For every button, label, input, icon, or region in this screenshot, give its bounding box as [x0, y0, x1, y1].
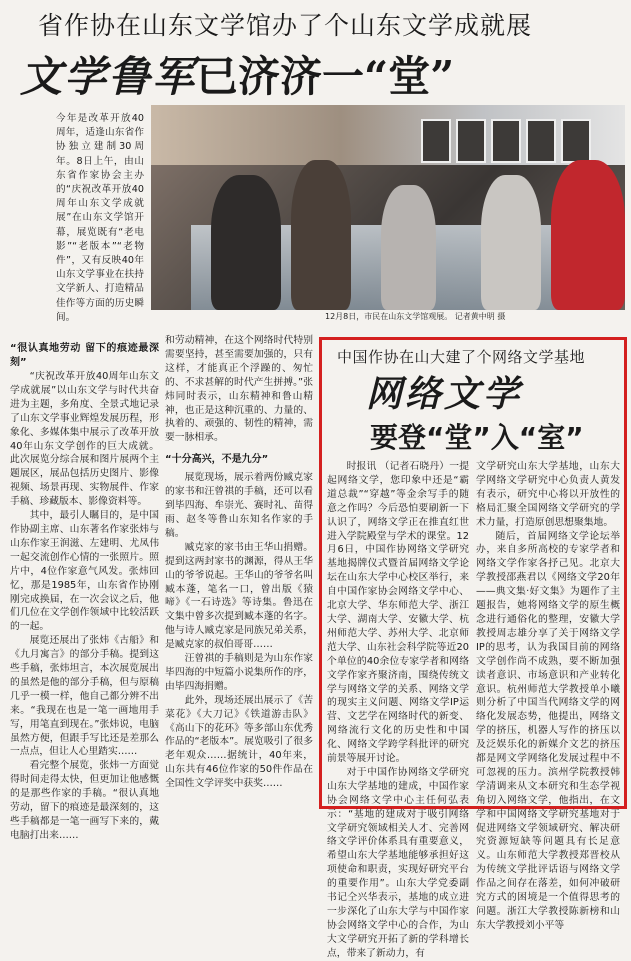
headline-rest: 已济济一“堂” [196, 52, 455, 101]
kicker-title: 省作协在山东文学馆办了个山东文学成就展 [38, 11, 533, 40]
photo-person [291, 160, 351, 310]
paragraph: 看完整个展览，张炜一方面觉得时间走得太快，但更加让他感慨的是那些作家的手稿。“很认真地劳动，留下的痕迹是最深刻的，这些手稿都是一笔一画写下来的，戴电脑打出来…… [10, 760, 159, 841]
photo-portrait [421, 119, 451, 163]
paragraph: 其中，最引人瞩目的，是中国作协副主席、山东著名作家张炜与山东作家王润滋、左建明、尤凤伟一起交流创作心情的一张照片。照片中，4位作家意气风发。张炜回忆，那是1985年，山东省作协刚刚完成换届，在一次会议之后，他们几位在文学创作领域中比较活跃的一起。 [10, 510, 159, 633]
box-title-line2: 要登“堂”入“室” [370, 421, 584, 454]
photo-person [381, 185, 436, 310]
box-kicker: 中国作协在山大建了个网络文学基地 [337, 348, 586, 366]
photo-portrait [526, 119, 556, 163]
section-subhead: “很认真地劳动 留下的痕迹最深刻” [10, 343, 159, 368]
photo-caption: 12月8日，市民在山东文学馆观展。 记者黄中明 摄 [325, 312, 506, 321]
photo-portrait [456, 119, 486, 163]
paragraph: 臧克家的家书由王华山捐赠。提到这两封家书的渊源，得从王华山的爷爷说起。王华山的爷爷名叫臧本蓬，笔名一口，曾出版《猿啼》《一石诗选》等诗集。鲁迅在文集中曾多次提到臧本蓬的名字。他与诗人臧克家是同族兄弟关系，是臧克家的叔伯哥哥…… [165, 541, 313, 651]
headline [20, 44, 454, 104]
photo-person [551, 160, 625, 310]
photo-portrait [491, 119, 521, 163]
photo-person [211, 175, 281, 310]
paragraph: 汪曾祺的手稿则是为山东作家毕四海的中短篇小说集所作的序，由毕四海捐赠。 [165, 653, 313, 692]
paragraph: 此外，现场还展出展示了《苦菜花》《大刀记》《铁道游击队》《高山下的花环》等多部山东优秀作品的“老版本”。展览吸引了很多老年观众……据统计，40年来，山东共有46位作家的50件作品在全国性文学评奖中获奖…… [165, 694, 313, 790]
box-title-line1: 网络文学 [366, 373, 523, 415]
paragraph: 时报讯 （记者石晓丹）一提起网络文学，您印象中还是“霸道总裁”“穿越”等金余写手的随意之作吗？今后恐怕要刷新一下认识了，网络文学正在推直红世进入学院殿堂与学术的课堂。12月6日，中国作协网络文学研究基地揭牌仪式暨首届网络文学论坛在山东大学中心校区举行，来自中国作家协会网络文学中心、北京大学、华东师范大学、浙江大学、湖南大学、安徽大学、杭州师范大学、苏州大学、北京师范大学、山东社会科学院等近20个单位的40余位专家学者和网络文学作家齐聚济南，围绕传统文学与网络文学的关系、网络文学的现实主义问题、网络文学IP运营、文艺学在网络时代的新变、网络流行文化的历史性和中国化、网络文学跨学科批评的研究前景等展开讨论。 [327, 461, 469, 765]
intro-paragraph: 今年是改革开放40周年，适逢山东省作协独立建制30周年。8日上午，由山东省作家协会主办的“庆祝改革开放40周年山东文学成就展”在山东文学馆开幕，展览既有“老电影”“老版本”“老物件”，又有反映40年山东文学事业在扶持文学新人、打造精品佳作等方面的历史瞬间。 [56, 113, 144, 323]
paragraph: 展览还展出了张炜《古船》和《九月寓言》的部分手稿。提到这些手稿，张炜坦言，本次展览展出的虽然是他的部分手稿，但与原稿几乎一模一样，他自己都分辨不出来。“我现在也是一笔一画地用手写，用笔直到现在。”张炜说，电脑虽然方便，但跟手写比还是差那么一点点，但让人心里踏实…… [10, 635, 159, 758]
paragraph: “庆祝改革开放40周年山东文学成就展”以山东文学与时代共奋进为主题，多角度、全景式地记录了山东文学事业辉煌发展历程，形象化、多媒体集中展示了改革开放40年山东文学创作的巨大成就。此次展览分综合展和图片展两个主题展区，展品包括历史图片、影像视频、场景再现、实物展件、作家手稿、珍藏版本、影像资料等。 [10, 371, 159, 508]
box-column-2 [476, 460, 620, 931]
article-column-1 [10, 342, 159, 841]
paragraph: 展览现场，展示着两份臧克家的家书和汪曾祺的手稿，还可以看到毕四海、牟崇光、赛时礼、苗得雨、赵冬等鲁山东知名作家的手稿。 [165, 472, 313, 539]
photo-person [481, 175, 541, 310]
paragraph: 对于中国作协网络文学研究山东大学基地的建成，中国作家协会网络文学中心主任何弘表示：“基地的建成对于吸引网络文学研究领域相关人才、完善网络文学评价体系具有重要意义，希望山东大学基地能够承担好这项使命和职责，实现好研究平台的重要作用”。山东大学党委副书记仝兴华表示，基地的成立进一步深化了山东大学与中国作家协会网络文学中心的合作，为山大文学研究开拓了新的学科增长点，带来了新动力，有 [327, 766, 469, 959]
headline-script: 文学鲁军 [20, 52, 197, 101]
photo-portrait [561, 119, 591, 163]
paragraph: 随后，首届网络文学论坛举办，来自多所高校的专家学者和网络文学作家各抒己见。北京大学教授邵燕君以《网络文学20年——典文集·好文集》为题作了主题报告，她将网络文学的原生概念进行通俗化的整理，安徽大学教授周志雄分享了关于网络文学IP的思考，认为我国目前的网络文学创作尚不成熟，要不断加强读者意识、市场意识和产业转化意识。杭州师范大学教授单小曦则分析了中国当代网络文学的网络化发展态势，他提出，网络文学的挤压，机器人写作的挤压以及泛娱乐化的新媒介文艺的挤压都是网文学网络化发展过程中不可忽视的压力。滨州学院教授韩学清调来从文本研究和生态学视角切入网络文学，他指出，在文学和中国网络文学研究基地对于促进网络文学领域研究、解决研究资源短缺等问题具有长足意义。山东师范大学教授郑晋校从为传统文学批评话语与网络文学作品之间存在落差，如何冲破研究方式的困境是一个值得思考的问题。浙江大学教授陈新榜和山东大学教授刘小平等 [476, 530, 620, 931]
paragraph: 文学研究山东大学基地，山东大学网络文学研究中心负责人黄发有表示，研究中心将以开放性的格局汇聚全国网络文学研究的学术力量，打造原创思想聚集地。 [476, 461, 620, 528]
exhibition-photo [151, 105, 625, 310]
paragraph: 和劳动精神，在这个网络时代特别需要坚持，甚至需要加强的，只有这样，才能真正个浮躁的、匆忙的、不求甚解的时代产生拼搏。”张炜同时表示，山东精神和鲁山精神，也正是这种沉重的、力量的、执着的、顽强的、韧性的精神，需要一脉相承。 [165, 335, 313, 444]
article-column-2 [165, 334, 313, 812]
section-subhead: “十分高兴，不是九分” [165, 454, 269, 466]
box-column-1 [327, 460, 469, 959]
